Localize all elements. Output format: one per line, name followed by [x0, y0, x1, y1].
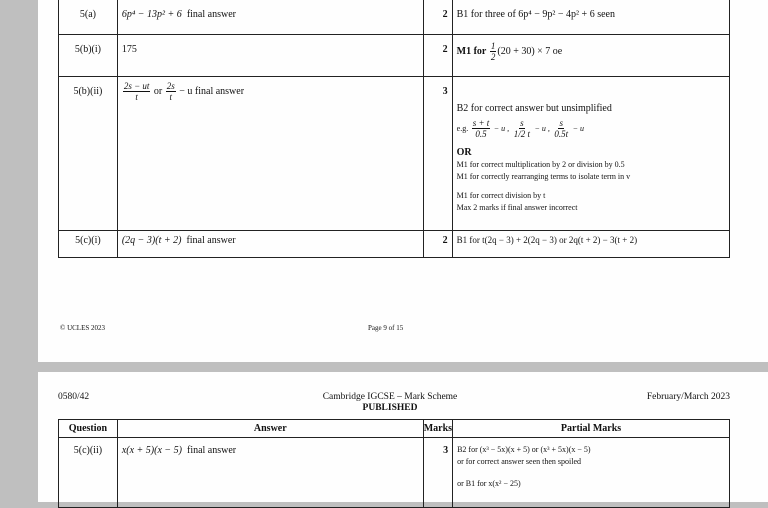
answer-note: − u final answer [179, 85, 245, 97]
mark-scheme-page-9 [38, 0, 768, 362]
or-text: or [153, 85, 163, 97]
syllabus-code: 0580/42 [58, 392, 90, 402]
partial-marks-text: (20 + 30) × 7 oe [497, 45, 563, 57]
or-heading: OR [456, 147, 472, 158]
example-expressions: e.g. $\frac{s + t}{0.5}$ − u , $\frac{s}{1/2 t}$ − u , $\frac{s}{0.5t}$ − u [456, 118, 585, 139]
document-title: Cambridge IGCSE – Mark Scheme [322, 392, 458, 402]
question-number: 5(b)(i) [74, 44, 101, 55]
partial-marks-text: B2 for (x³ − 5x)(x + 5) or (x³ + 5x)(x − 5) [457, 445, 591, 454]
question-number: 5(a) [79, 9, 96, 20]
published-label: PUBLISHED [362, 403, 418, 413]
table-header-row [59, 420, 730, 438]
fraction: $\frac{1}{2}$ [490, 41, 496, 62]
fraction: $\frac{2s}{t}$ [166, 81, 175, 102]
partial-marks-text: Max 2 marks if final answer incorrect [456, 203, 578, 212]
partial-marks-text: or for correct answer seen then spoiled [457, 457, 582, 466]
column-header-partial-marks: Partial Marks [453, 420, 730, 438]
mark-scheme-page-10 [38, 372, 768, 502]
table-row [59, 231, 730, 258]
marks-value: 3 [443, 445, 449, 456]
table-row [59, 35, 730, 77]
partial-marks-text: M1 for correct division by t [456, 191, 546, 200]
partial-marks-text: B1 for t(2q − 3) + 2(2q − 3) or 2q(t + 2) − 3(t + 2) [456, 235, 638, 245]
mark-scheme-table [58, 0, 730, 258]
partial-marks-text: B2 for correct answer but unsimplified [456, 103, 612, 114]
marks-value: 2 [442, 44, 448, 55]
answer-value: 175 [121, 44, 137, 55]
question-number: 5(c)(ii) [73, 445, 103, 456]
marks-value: 2 [442, 235, 448, 246]
mark-scheme-table [58, 419, 730, 508]
answer-expression: (2q − 3)(t + 2) [121, 235, 182, 246]
column-header-answer: Answer [117, 420, 423, 438]
answer-note: final answer [186, 9, 236, 20]
marks-value: 2 [442, 9, 448, 20]
partial-marks-text: M1 for correct multiplication by 2 or division by 0.5 [456, 160, 625, 169]
column-header-question: Question [59, 420, 118, 438]
answer-note: final answer [186, 235, 236, 246]
column-header-marks: Marks [423, 420, 452, 438]
footer-copyright: © UCLES 2023 [60, 324, 105, 332]
question-number: 5(c)(i) [75, 235, 101, 246]
marks-value: 3 [442, 86, 448, 97]
fraction: $\frac{2s - ut}{t}$ [123, 81, 150, 102]
partial-marks-text: M1 for correctly rearranging terms to isolate term in v [456, 172, 631, 181]
mark-code: M1 for [456, 45, 487, 57]
footer-page-number: Page 9 of 15 [368, 324, 404, 332]
question-number: 5(b)(ii) [73, 86, 103, 97]
table-row [59, 438, 730, 508]
table-row [59, 77, 730, 231]
partial-marks-text: or B1 for x(x² − 25) [457, 479, 521, 488]
partial-marks-text: B1 for three of 6p⁴ − 9p² − 4p² + 6 seen [456, 9, 615, 20]
answer-expression: 6p⁴ − 13p² + 6 [121, 9, 182, 20]
answer-note: final answer [186, 445, 237, 456]
answer-expression: x(x + 5)(x − 5) [121, 445, 182, 456]
exam-session: February/March 2023 [646, 392, 730, 402]
table-row [59, 0, 730, 35]
